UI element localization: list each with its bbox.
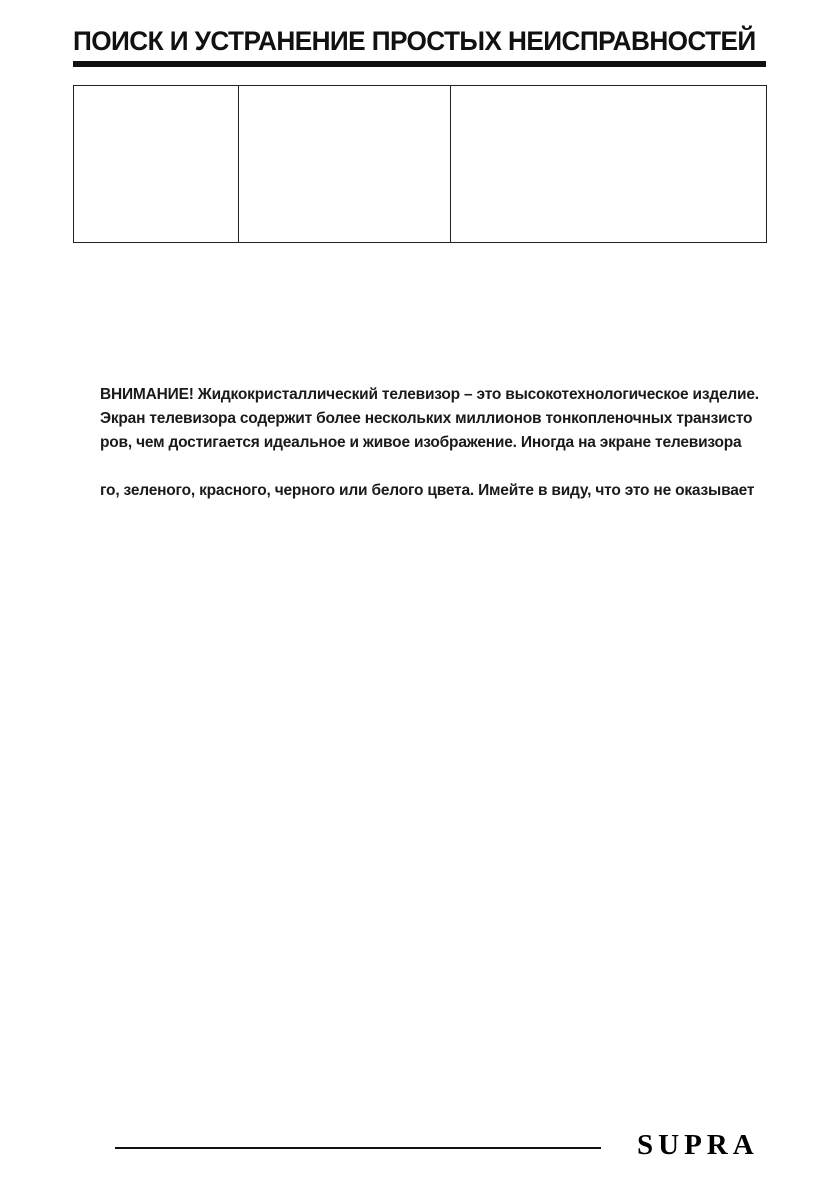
- table-row: [74, 86, 767, 243]
- notice-line-blank: [100, 455, 750, 479]
- supra-logo: SUPRA: [637, 1129, 759, 1161]
- page-title: ПОИСК И УСТРАНЕНИЕ ПРОСТЫХ НЕИСПРАВНОСТЕЙ: [73, 26, 756, 56]
- title-rule: [73, 61, 766, 67]
- footer-rule: [115, 1147, 601, 1149]
- attention-notice: [100, 383, 759, 503]
- table-cell-solution: [451, 86, 767, 243]
- notice-line: го, зеленого, красного, черного или белого цвета. Имейте в виду, что это не оказывает: [100, 482, 755, 499]
- notice-line: ВНИМАНИЕ! Жидкокристаллический телевизор – это высокотехнологическое изделие.: [100, 386, 759, 403]
- table-cell-problem: [74, 86, 239, 243]
- troubleshooting-table: [73, 85, 767, 243]
- notice-line: ров, чем достигается идеальное и живое изображение. Иногда на экране телевизора: [100, 434, 742, 451]
- table-cell-cause: [239, 86, 451, 243]
- notice-line: Экран телевизора содержит более нескольких миллионов тонкопленочных транзисто: [100, 410, 753, 427]
